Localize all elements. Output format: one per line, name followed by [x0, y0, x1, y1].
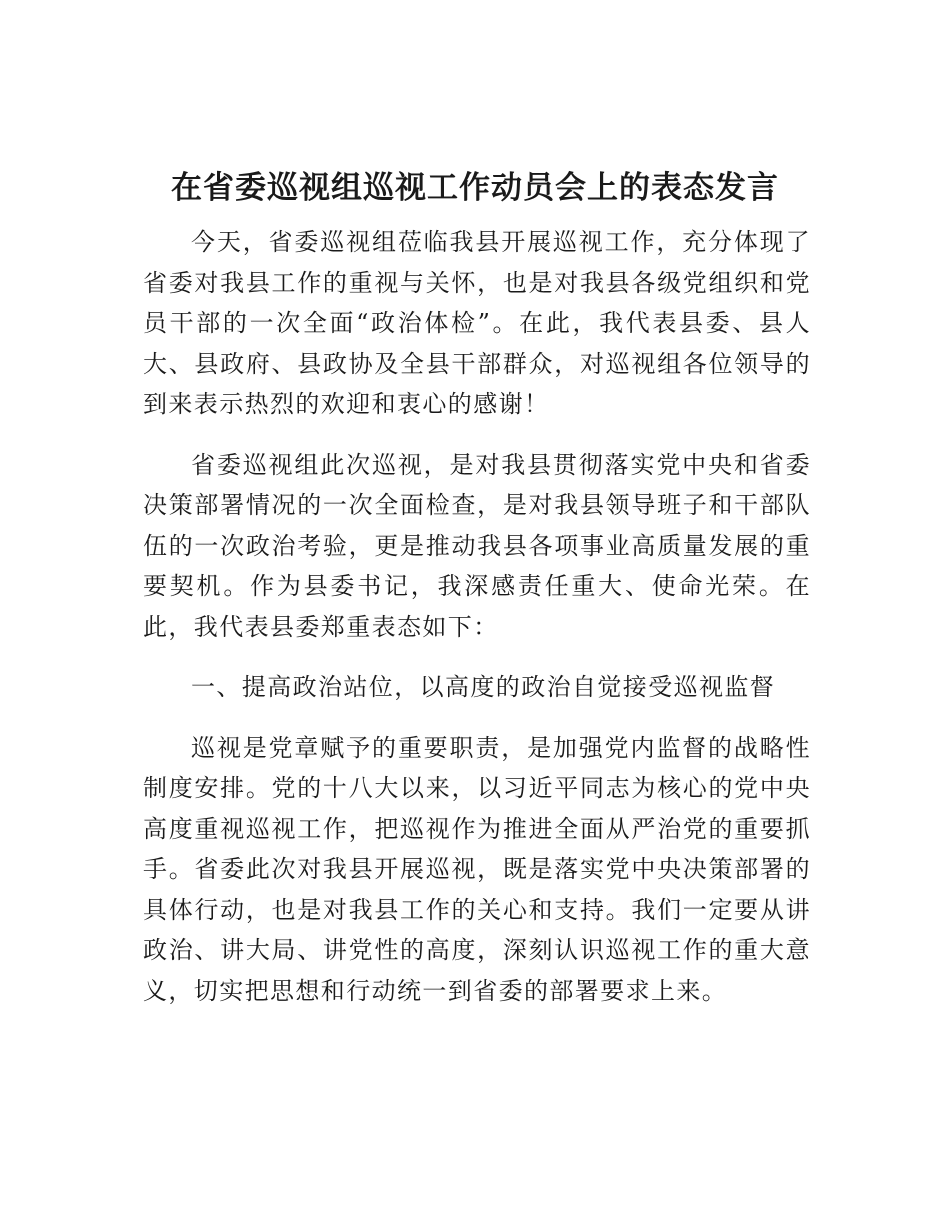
paragraph-statement-intro: 省委巡视组此次巡视，是对我县贯彻落实党中央和省委决策部署情况的一次全面检查，是对我县领导班子和干部队伍的一次政治考验，更是推动我县各项事业高质量发展的重要契机。作为县委书记，我深感责任重大、使命光荣。在此，我代表县委郑重表态如下： [143, 450, 811, 641]
document-body [143, 222, 811, 1031]
document-title: 在省委巡视组巡视工作动员会上的表态发言 [171, 170, 779, 206]
section-heading-1: 一、提高政治站位，以高度的政治自觉接受巡视监督 [191, 673, 776, 701]
paragraph-section-1: 巡视是党章赋予的重要职责，是加强党内监督的战略性制度安排。党的十八大以来，以习近平同志为核心的党中央高度重视巡视工作，把巡视作为推进全面从严治党的重要抓手。省委此次对我县开展巡视，既是落实党中央决策部署的具体行动，也是对我县工作的关心和支持。我们一定要从讲政治、讲大局、讲党性的高度，深刻认识巡视工作的重大意义，切实把思想和行动统一到省委的部署要求上来。 [143, 733, 811, 1005]
paragraph-opening: 今天，省委巡视组莅临我县开展巡视工作，充分体现了省委对我县工作的重视与关怀，也是对我县各级党组织和党员干部的一次全面“政治体检”。在此，我代表县委、县人大、县政府、县政协及全县干部群众，对巡视组各位领导的到来表示热烈的欢迎和衷心的感谢！ [143, 228, 811, 418]
